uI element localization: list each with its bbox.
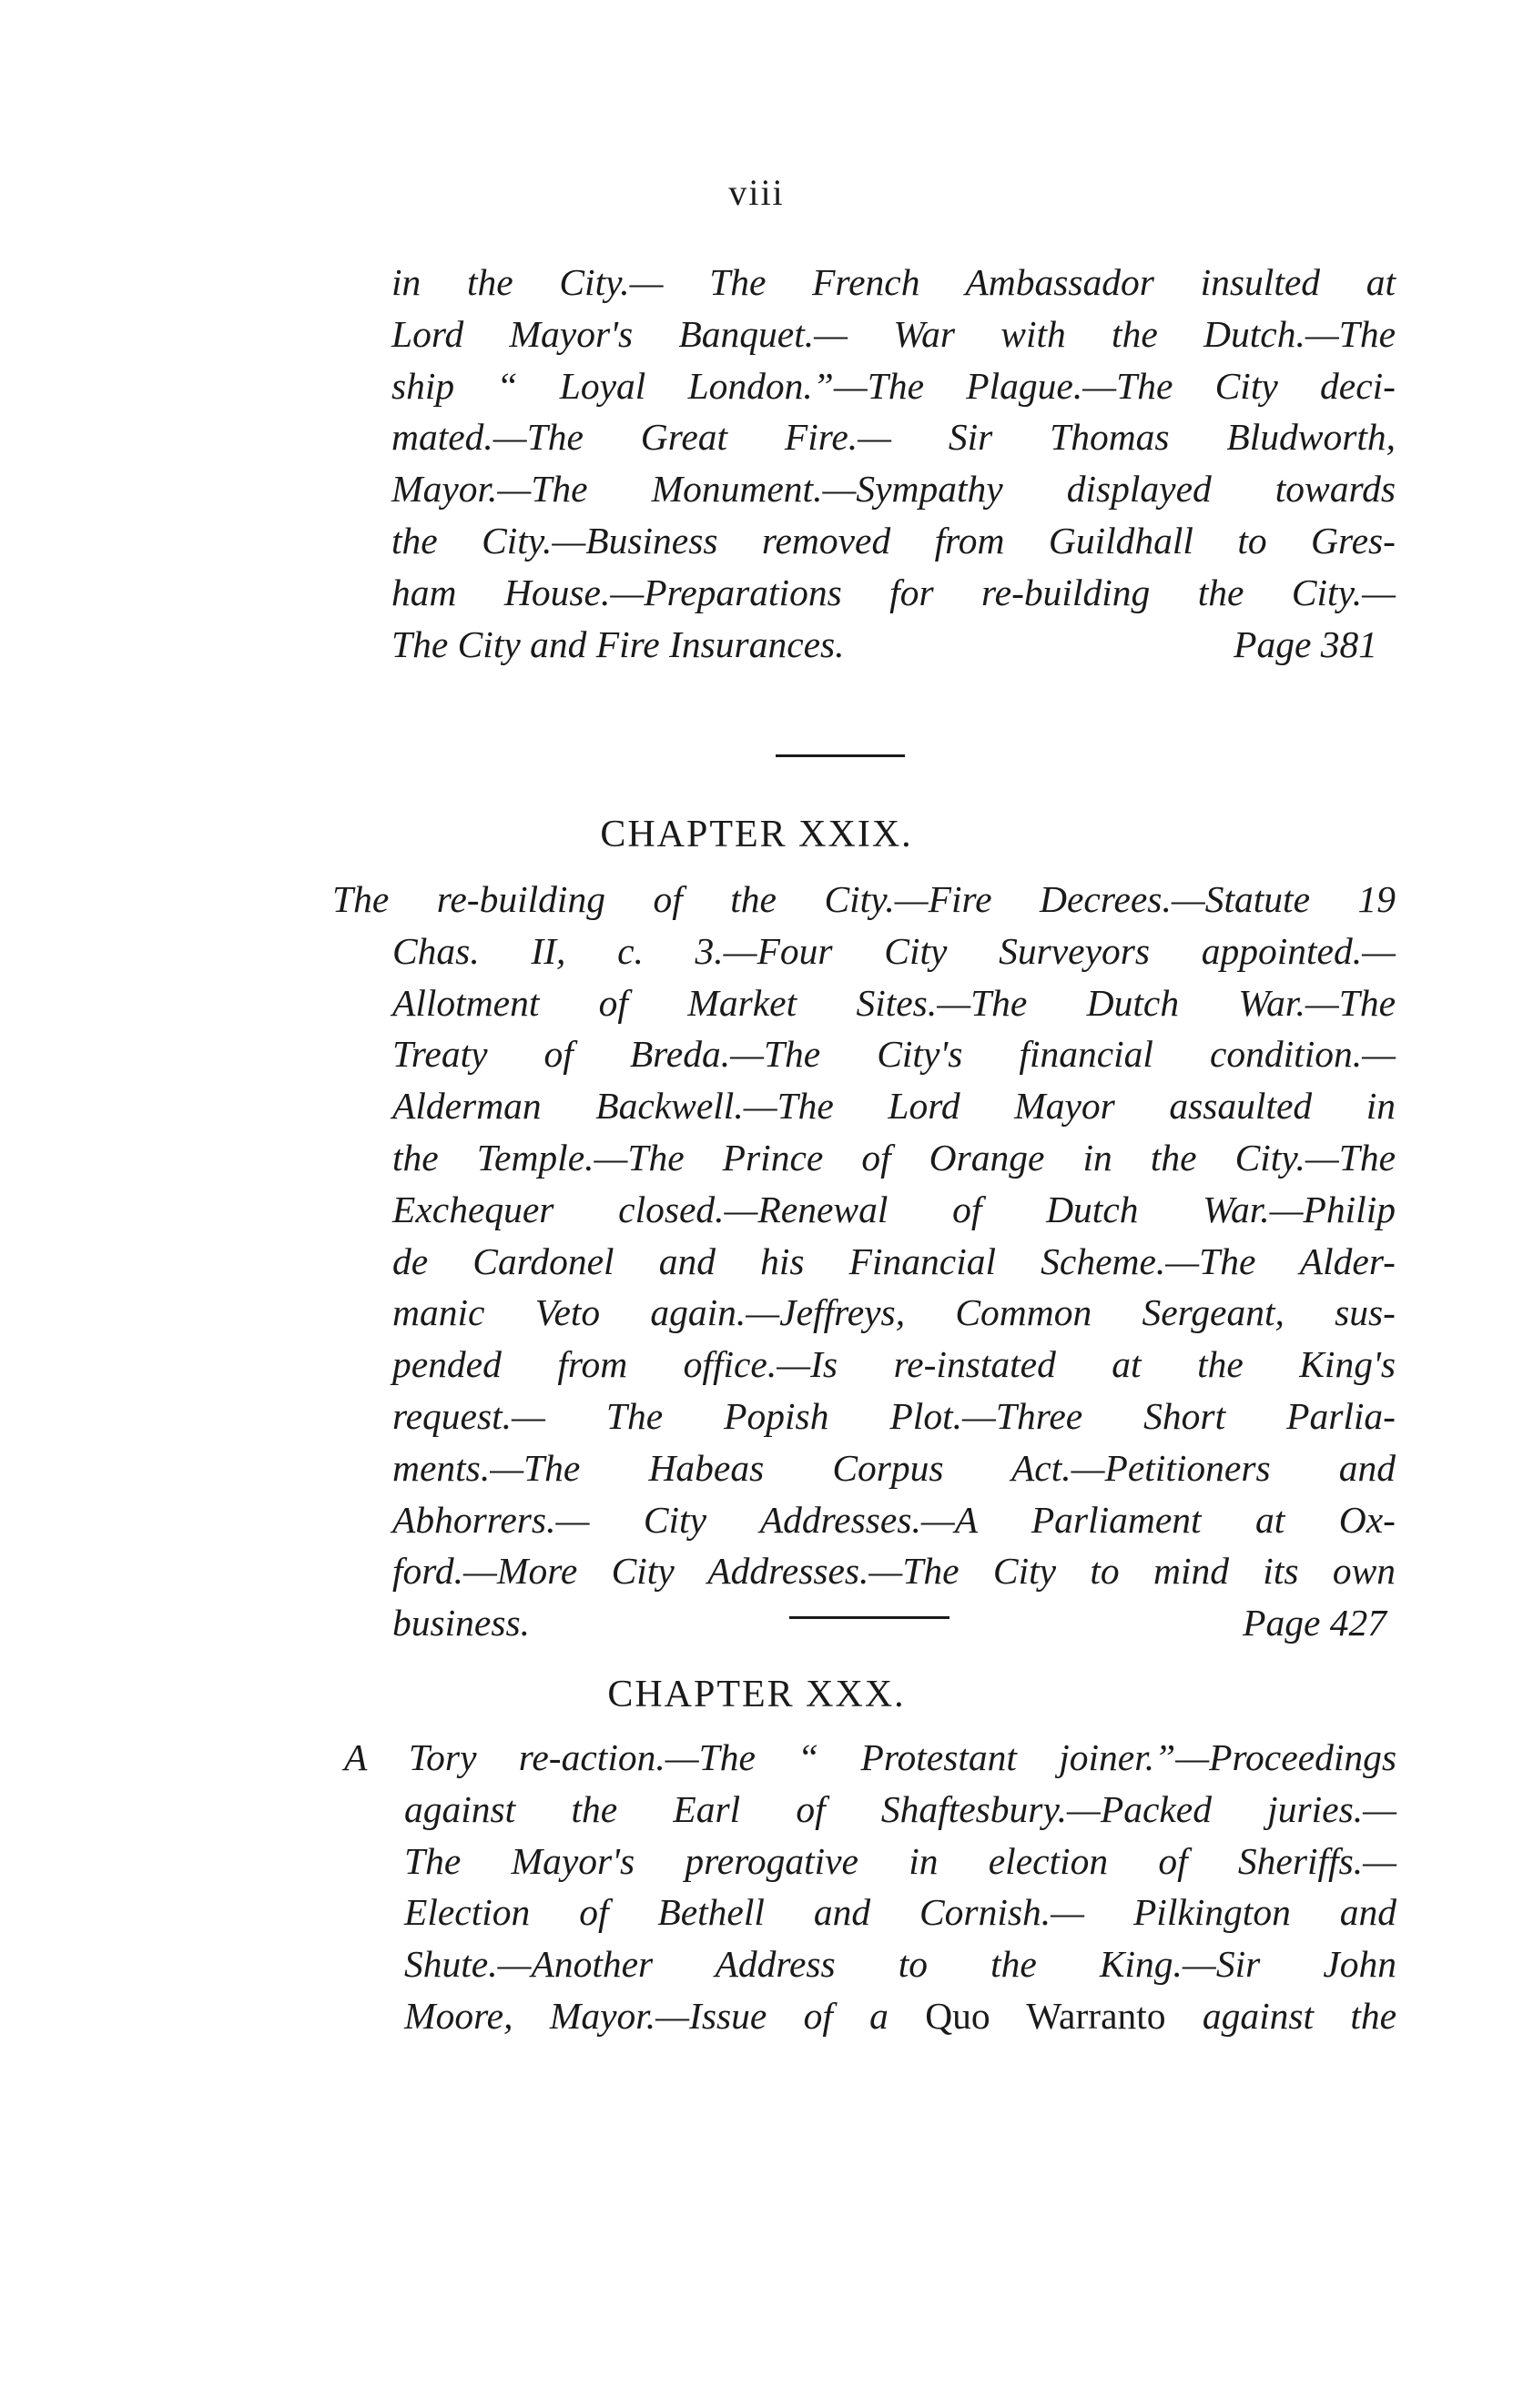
summary-line: Chas. II, c. 3.—Four City Surveyors appointed.— <box>392 929 1396 972</box>
summary-line: Shute.—Another Address to the King.—Sir John <box>404 1943 1396 1986</box>
summary-last-line <box>332 1597 1396 1649</box>
summary-line: pended from office.—Is re-instated at the King's <box>392 1343 1396 1386</box>
summary-line: Alderman Backwell.—The Lord Mayor assaulted in <box>392 1085 1396 1128</box>
summary-line: Abhorrers.— City Addresses.—A Parliament at Ox- <box>392 1498 1396 1541</box>
summary-line <box>344 1990 1396 2042</box>
summary-line: Exchequer closed.—Renewal of Dutch War.—Philip <box>392 1188 1396 1230</box>
summary-line: the Temple.—The Prince of Orange in the City.—The <box>392 1136 1396 1179</box>
summary-line-tail: against the <box>1202 1994 1397 2037</box>
summary-line: business. <box>392 1602 531 1644</box>
page-number: viii <box>728 172 785 213</box>
continued-chapter-summary <box>391 257 1396 670</box>
summary-last-line <box>391 619 1396 671</box>
summary-line: ham House.—Preparations for re-building the City.— <box>391 571 1396 613</box>
section-divider <box>776 754 905 757</box>
summary-line: Treaty of Breda.—The City's financial condition.— <box>392 1033 1396 1076</box>
summary-line: Mayor.—The Monument.—Sympathy displayed towards <box>391 468 1396 511</box>
summary-line: against the Earl of Shaftesbury.—Packed juries.— <box>404 1787 1396 1830</box>
summary-first-line: The re-building of the City.—Fire Decrees.—Statute 19 <box>332 878 1396 920</box>
summary-line-roman: Quo Warranto <box>925 1994 1166 2037</box>
summary-line: Election of Bethell and Cornish.— Pilkington and <box>404 1891 1396 1934</box>
summary-line: in the City.— The French Ambassador insulted at <box>391 261 1396 303</box>
summary-line: manic Veto again.—Jeffreys, Common Sergeant, sus- <box>392 1291 1396 1334</box>
summary-line: Allotment of Market Sites.—The Dutch War.—The <box>392 981 1396 1024</box>
summary-line: mated.—The Great Fire.— Sir Thomas Bludworth, <box>391 416 1396 459</box>
summary-line: Lord Mayor's Banquet.— War with the Dutch.—The <box>391 312 1396 355</box>
chapter-summary <box>344 1732 1396 2042</box>
section-divider <box>789 1616 949 1619</box>
summary-line: ship “ Loyal London.”—The Plague.—The City deci- <box>391 364 1396 407</box>
summary-line: the City.—Business removed from Guildhall to Gres- <box>391 519 1396 562</box>
summary-line: ments.—The Habeas Corpus Act.—Petitioners and <box>392 1446 1396 1489</box>
page-reference: Page 427 <box>1243 1602 1386 1644</box>
chapter-heading: CHAPTER XXX. <box>607 1674 906 1715</box>
summary-line: request.— The Popish Plot.—Three Short Parlia- <box>392 1394 1396 1437</box>
summary-line: ford.—More City Addresses.—The City to mind its own <box>392 1550 1396 1593</box>
summary-line: The City and Fire Insurances. <box>391 622 845 665</box>
page-reference: Page 381 <box>1234 622 1377 665</box>
summary-first-line: A Tory re-action.—The “ Protestant joiner.”—Proceedings <box>344 1736 1396 1778</box>
summary-line-italic: Moore, Mayor.—Issue of a <box>404 1994 889 2037</box>
summary-line: de Cardonel and his Financial Scheme.—The Alder- <box>392 1239 1396 1282</box>
chapter-summary <box>332 874 1396 1649</box>
summary-line: The Mayor's prerogative in election of Sheriffs.— <box>404 1839 1396 1882</box>
chapter-heading: CHAPTER XXIX. <box>600 814 913 855</box>
